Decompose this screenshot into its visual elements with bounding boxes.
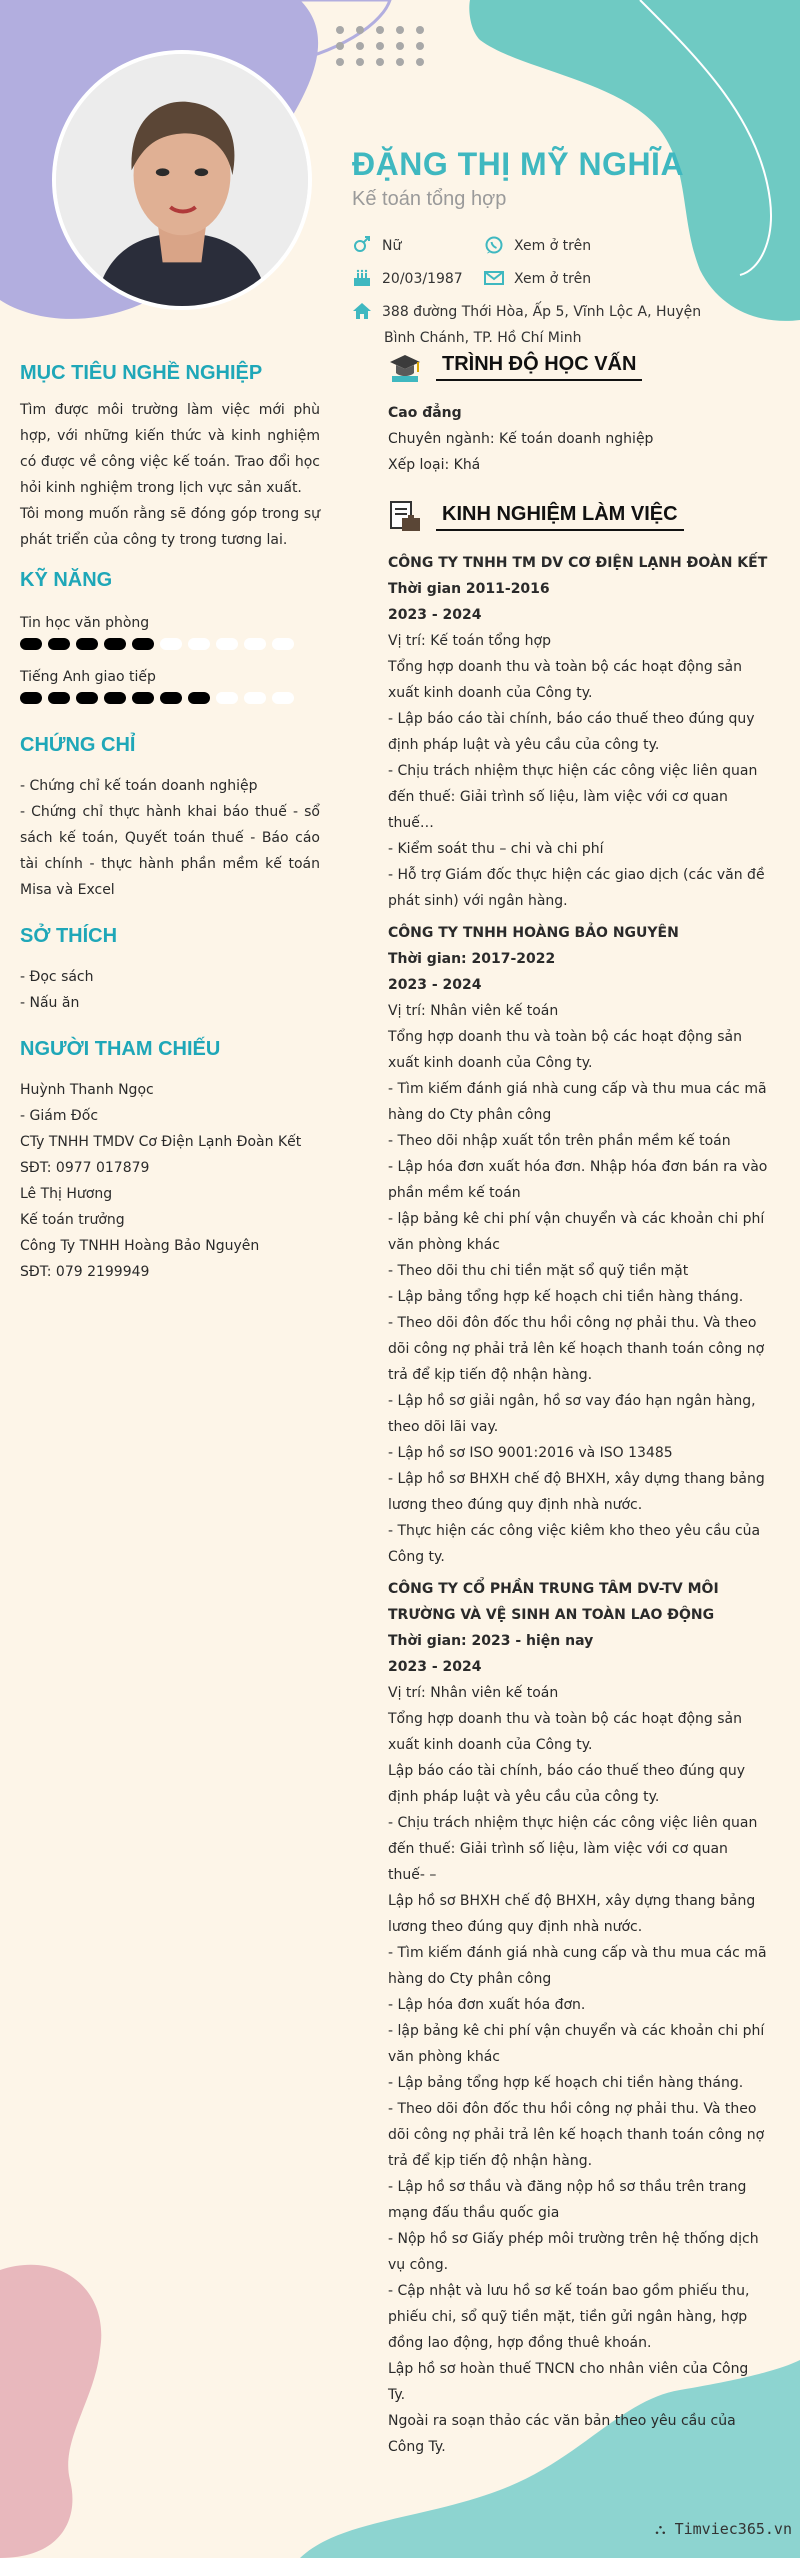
right-column (388, 350, 768, 2466)
job-description-line: - Tìm kiếm đánh giá nhà cung cấp và thu mua các mã hàng do Cty phân công (388, 1081, 767, 1123)
reference-line: CTy TNHH TMDV Cơ Điện Lạnh Đoàn Kết (20, 1134, 302, 1150)
home-icon (352, 302, 376, 322)
skill-level-bar (20, 638, 320, 650)
skill-level-bar (20, 692, 320, 704)
skill-item (20, 612, 320, 650)
job-period: Thời gian: 2023 - hiện nay (388, 1633, 594, 1649)
job-description-line: - Lập hồ sơ ISO 9001:2016 và ISO 13485 (388, 1445, 673, 1461)
skill-level-segment (272, 638, 294, 650)
job-description-line: Vị trí: Nhân viên kế toán (388, 1685, 559, 1701)
skill-level-segment (48, 638, 70, 650)
briefcase-notes-icon (388, 500, 422, 534)
skill-level-segment (188, 638, 210, 650)
certificate-line: - Chứng chỉ thực hành khai báo thuế - sổ sách kế toán, Quyết toán thuế - Báo cáo tài chính - thực hành phần mềm kế toán Misa và Excel (20, 804, 320, 898)
job-description-line: - Cập nhật và lưu hồ sơ kế toán bao gồm phiếu thu, phiếu chi, sổ quỹ tiền mặt, tiền gửi ngân hàng, hợp đồng lao động, hợp đồng thuê khoán. (388, 2283, 750, 2351)
gender-icon (352, 236, 376, 256)
hobby-item: - Đọc sách (20, 969, 94, 985)
job-description-line: - lập bảng kê chi phí vận chuyển và các khoản chi phí văn phòng khác (388, 1211, 765, 1253)
job-description-line: - Kiểm soát thu – chi và chi phí (388, 841, 604, 857)
job-entry (388, 550, 768, 914)
address-line-1: 388 đường Thới Hòa, Ấp 5, Vĩnh Lộc A, Huyện (382, 304, 702, 320)
references-section (20, 1038, 320, 1285)
hobbies-section (20, 925, 320, 1016)
objective-title: MỤC TIÊU NGHỀ NGHIỆP (20, 362, 263, 384)
job-entry (388, 920, 768, 1570)
job-description-line: Tổng hợp doanh thu và toàn bộ các hoạt động sản xuất kinh doanh của Công ty. (388, 659, 742, 701)
skill-level-segment (188, 692, 210, 704)
job-description-line: Lập hồ sơ hoàn thuế TNCN cho nhân viên của Công Ty. (388, 2361, 749, 2403)
skill-level-segment (20, 638, 42, 650)
job-description-line: - Tìm kiếm đánh giá nhà cung cấp và thu mua các mã hàng do Cty phân công (388, 1945, 767, 1987)
job-description-line: Vị trí: Nhân viên kế toán (388, 1003, 559, 1019)
skill-label: Tin học văn phòng (20, 615, 150, 631)
objective-paragraph-1: Tìm được môi trường làm việc mới phù hợp, với những kiến thức và kinh nghiệm có được về công việc kế toán. Trao đổi học hỏi kinh nghiệm trong lịch vực sản xuất. (20, 402, 320, 496)
watermark-text: Timviec365.vn (674, 2520, 792, 2538)
job-list (388, 550, 768, 2460)
education-section (388, 350, 768, 478)
job-company: CÔNG TY TNHH HOÀNG BẢO NGUYÊN (388, 925, 679, 941)
skill-item (20, 666, 320, 704)
contact-address-2 (384, 325, 582, 351)
job-description-line: - Thực hiện các công việc kiêm kho theo yêu cầu của Công ty. (388, 1523, 761, 1565)
skill-level-segment (160, 638, 182, 650)
job-years: 2023 - 2024 (388, 1659, 482, 1675)
hobbies-title: SỞ THÍCH (20, 925, 118, 947)
skills-title: KỸ NĂNG (20, 569, 113, 591)
skill-level-segment (20, 692, 42, 704)
job-period: Thời gian 2011-2016 (388, 581, 550, 597)
job-description-line: Ngoài ra soạn thảo các văn bản theo yêu cầu của Công Ty. (388, 2413, 736, 2455)
job-description-line: Vị trí: Kế toán tổng hợp (388, 633, 552, 649)
reference-line: Kế toán trưởng (20, 1212, 125, 1228)
email-value: Xem ở trên (514, 271, 592, 287)
reference-line: Công Ty TNHH Hoàng Bảo Nguyên (20, 1238, 260, 1254)
contact-dob (352, 266, 463, 292)
profile-photo (52, 50, 312, 310)
job-description-line: - Lập hồ sơ thầu và đăng nộp hồ sơ thầu trên trang mạng đấu thầu quốc gia (388, 2179, 747, 2221)
dot-pattern (332, 24, 432, 74)
address-line-2: Bình Chánh, TP. Hồ Chí Minh (384, 330, 582, 346)
birthday-cake-icon (352, 269, 376, 289)
education-rank: Xếp loại: Khá (388, 457, 481, 473)
job-description-line: - Chịu trách nhiệm thực hiện các công việc liên quan đến thuế: Giải trình số liệu, làm việc với cơ quan thuế- – (388, 1815, 758, 1883)
certificates-title: CHỨNG CHỈ (20, 734, 136, 756)
job-description-line: Lập hồ sơ BHXH chế độ BHXH, xây dựng thang bảng lương theo đúng quy định nhà nước. (388, 1893, 756, 1935)
education-degree: Cao đẳng (388, 405, 462, 421)
job-years: 2023 - 2024 (388, 977, 482, 993)
skill-level-segment (216, 638, 238, 650)
skill-level-segment (160, 692, 182, 704)
hobby-item: - Nấu ăn (20, 995, 80, 1011)
gender-value: Nữ (382, 238, 402, 254)
job-description-line: Tổng hợp doanh thu và toàn bộ các hoạt động sản xuất kinh doanh của Công ty. (388, 1029, 742, 1071)
job-company: CÔNG TY TNHH TM DV CƠ ĐIỆN LẠNH ĐOÀN KẾT (388, 555, 768, 571)
job-period: Thời gian: 2017-2022 (388, 951, 556, 967)
reference-line: SĐT: 0977 017879 (20, 1160, 150, 1176)
skill-level-segment (76, 638, 98, 650)
job-entry (388, 1576, 768, 2460)
job-description-line: - Nộp hồ sơ Giấy phép môi trường trên hệ thống dịch vụ công. (388, 2231, 759, 2273)
job-description-line: - lập bảng kê chi phí vận chuyển và các khoản chi phí văn phòng khác (388, 2023, 765, 2065)
graduation-cap-icon (388, 350, 422, 384)
phone-value: Xem ở trên (514, 238, 592, 254)
watermark-logo-icon: ⛬ (655, 2520, 675, 2538)
job-years: 2023 - 2024 (388, 607, 482, 623)
job-description-line: - Hỗ trợ Giám đốc thực hiện các giao dịch (các văn đề phát sinh) với ngân hàng. (388, 867, 765, 909)
skill-level-segment (244, 638, 266, 650)
job-description-line: - Theo dõi đôn đốc thu hồi công nợ phải thu. Và theo dõi công nợ phải trả lên kế hoạch thanh toán công nợ trả để kịp tiến độ nhận hàng. (388, 1315, 765, 1383)
job-description-line: - Lập hóa đơn xuất hóa đơn. Nhập hóa đơn bán ra vào phần mềm kế toán (388, 1159, 768, 1201)
envelope-icon (484, 269, 508, 289)
reference-line: - Giám Đốc (20, 1108, 99, 1124)
education-major: Chuyên ngành: Kế toán doanh nghiệp (388, 431, 654, 447)
objective-paragraph-2: Tôi mong muốn rằng sẽ đóng góp trong sự phát triển của công ty trong tương lai. (20, 506, 320, 548)
reference-line: SĐT: 079 2199949 (20, 1264, 150, 1280)
job-description-line: - Theo dõi nhập xuất tồn trên phần mềm kế toán (388, 1133, 731, 1149)
job-description-line: Tổng hợp doanh thu và toàn bộ các hoạt động sản xuất kinh doanh của Công ty. (388, 1711, 742, 1753)
job-description-line: - Theo dõi đôn đốc thu hồi công nợ phải thu. Và theo dõi công nợ phải trả lên kế hoạch thanh toán công nợ trả để kịp tiến độ nhận hàng. (388, 2101, 765, 2169)
skill-level-segment (132, 692, 154, 704)
contact-address (352, 299, 701, 325)
job-description-line: - Lập báo cáo tài chính, báo cáo thuế theo đúng quy định pháp luật và yêu cầu của công ty. (388, 711, 755, 753)
job-description-line: - Lập hồ sơ BHXH chế độ BHXH, xây dựng thang bảng lương theo đúng quy định nhà nước. (388, 1471, 765, 1513)
job-company: CÔNG TY CỔ PHẦN TRUNG TÂM DV-TV MÔI TRƯỜNG VÀ VỆ SINH AN TOÀN LAO ĐỘNG (388, 1581, 719, 1623)
contact-phone (484, 233, 591, 259)
education-title: TRÌNH ĐỘ HỌC VẤN (436, 353, 642, 381)
job-description-line: - Lập hồ sơ giải ngân, hồ sơ vay đáo hạn ngân hàng, theo dõi lãi vay. (388, 1393, 756, 1435)
reference-line: Lê Thị Hương (20, 1186, 113, 1202)
references-title: NGƯỜI THAM CHIẾU (20, 1038, 221, 1060)
reference-line: Huỳnh Thanh Ngọc (20, 1082, 154, 1098)
job-description-line: - Lập hóa đơn xuất hóa đơn. (388, 1997, 586, 2013)
skill-level-segment (244, 692, 266, 704)
skills-section (20, 569, 320, 704)
job-description-line: Lập báo cáo tài chính, báo cáo thuế theo đúng quy định pháp luật và yêu cầu của công ty. (388, 1763, 746, 1805)
skill-level-segment (76, 692, 98, 704)
experience-title: KINH NGHIỆM LÀM VIỆC (436, 503, 684, 531)
pink-blob (0, 2265, 101, 2558)
experience-section (388, 500, 768, 2460)
job-description-line: - Theo dõi thu chi tiền mặt sổ quỹ tiền mặt (388, 1263, 689, 1279)
left-column (20, 362, 320, 1285)
contact-gender (352, 233, 401, 259)
skill-label: Tiếng Anh giao tiếp (20, 669, 156, 685)
experience-header (388, 500, 768, 534)
certificate-line: - Chứng chỉ kế toán doanh nghiệp (20, 778, 258, 794)
skill-level-segment (104, 638, 126, 650)
candidate-name: ĐẶNG THỊ MỸ NGHĨA (352, 146, 685, 182)
job-description-line: - Lập bảng tổng hợp kế hoạch chi tiền hàng tháng. (388, 1289, 744, 1305)
certificates-section (20, 734, 320, 903)
whatsapp-phone-icon (484, 236, 508, 256)
job-description-line: - Chịu trách nhiệm thực hiện các công việc liên quan đến thuế: Giải trình số liệu, làm việc với cơ quan thuế… (388, 763, 758, 831)
job-description-line: - Lập bảng tổng hợp kế hoạch chi tiền hàng tháng. (388, 2075, 744, 2091)
education-header (388, 350, 768, 384)
dob-value: 20/03/1987 (382, 271, 463, 287)
skill-level-segment (132, 638, 154, 650)
watermark (655, 2520, 792, 2538)
skill-level-segment (272, 692, 294, 704)
skill-level-segment (104, 692, 126, 704)
objective-section (20, 362, 320, 553)
contact-email (484, 266, 591, 292)
skill-level-segment (216, 692, 238, 704)
skill-level-segment (48, 692, 70, 704)
job-title: Kế toán tổng hợp (352, 188, 507, 210)
